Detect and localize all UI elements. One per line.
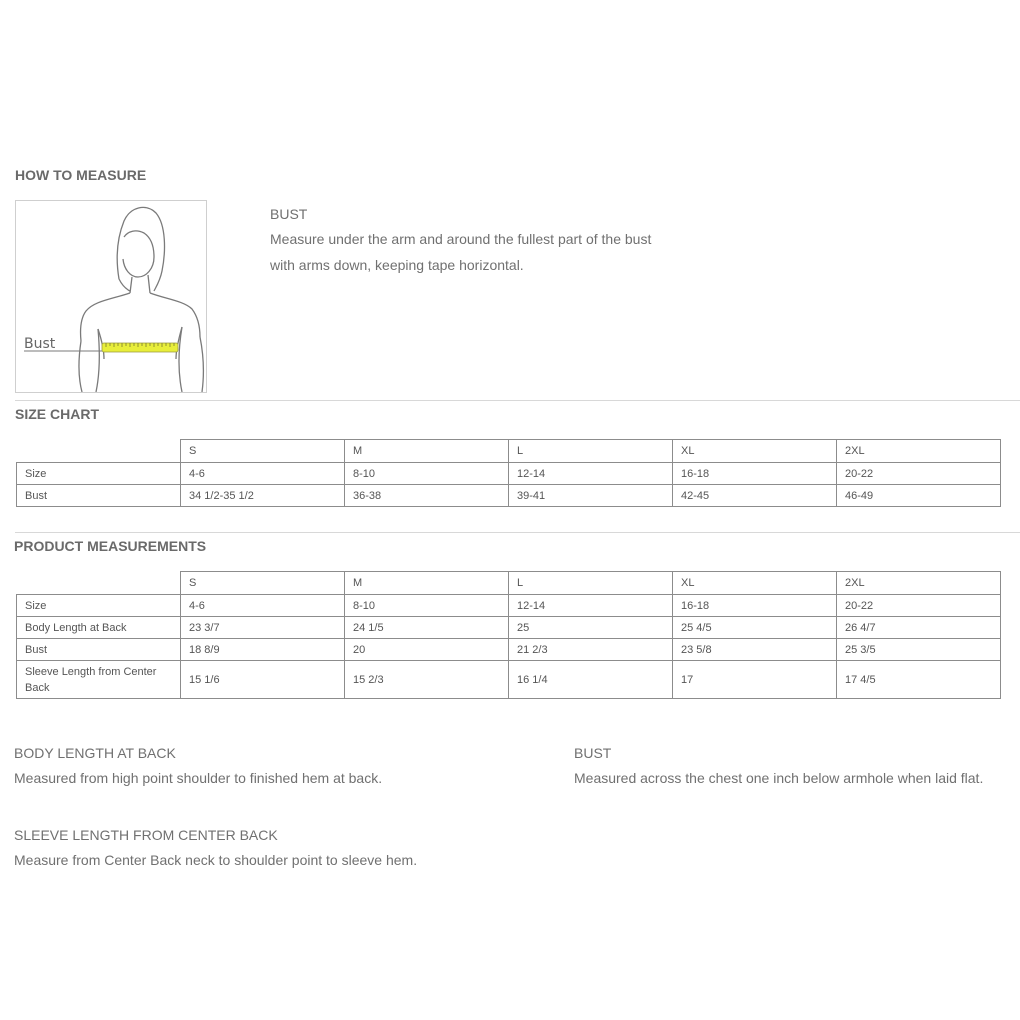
product-col-header: 2XL: [837, 572, 1001, 595]
table-cell: 23 3/7: [181, 617, 345, 639]
size-chart-col-header: S: [181, 440, 345, 463]
product-header-row: [17, 572, 1001, 595]
size-chart-header-row: [17, 440, 1001, 463]
table-cell: 8-10: [345, 463, 509, 485]
figure-icon: [16, 201, 206, 392]
section-divider: [15, 400, 1020, 401]
table-row: [17, 485, 1001, 507]
product-measurements-heading: PRODUCT MEASUREMENTS: [14, 538, 207, 554]
row-label: Bust: [17, 485, 181, 507]
size-chart-col-header: L: [509, 440, 673, 463]
row-label: Size: [17, 595, 181, 617]
table-cell: 25 4/5: [673, 617, 837, 639]
bust-instruction-title: BUST: [270, 206, 308, 222]
table-cell: 12-14: [509, 463, 673, 485]
table-cell: 18 8/9: [181, 639, 345, 661]
product-col-header: XL: [673, 572, 837, 595]
table-cell: 8-10: [345, 595, 509, 617]
bust-instruction-line2: with arms down, keeping tape horizontal.: [270, 257, 524, 273]
table-row: [17, 661, 1001, 699]
bust-measurement-illustration: [15, 200, 207, 393]
table-cell: 4-6: [181, 463, 345, 485]
table-cell: 15 2/3: [345, 661, 509, 699]
size-chart-corner-cell: [17, 440, 181, 463]
table-cell: 17 4/5: [837, 661, 1001, 699]
bust-note-title: BUST: [574, 745, 612, 761]
table-cell: 24 1/5: [345, 617, 509, 639]
product-col-header: L: [509, 572, 673, 595]
bust-illustration-label: Bust: [24, 336, 56, 352]
table-row: [17, 617, 1001, 639]
table-cell: 42-45: [673, 485, 837, 507]
row-label: Sleeve Length from Center Back: [17, 661, 181, 699]
table-cell: 17: [673, 661, 837, 699]
table-row: [17, 463, 1001, 485]
table-cell: 15 1/6: [181, 661, 345, 699]
table-cell: 23 5/8: [673, 639, 837, 661]
sleeve-length-title: SLEEVE LENGTH FROM CENTER BACK: [14, 827, 278, 843]
table-row: [17, 639, 1001, 661]
table-cell: 12-14: [509, 595, 673, 617]
how-to-measure-heading: HOW TO MEASURE: [15, 167, 147, 183]
table-cell: 25 3/5: [837, 639, 1001, 661]
size-chart-col-header: XL: [673, 440, 837, 463]
table-cell: 25: [509, 617, 673, 639]
table-cell: 20: [345, 639, 509, 661]
sleeve-length-text: Measure from Center Back neck to shoulder point to sleeve hem.: [14, 852, 418, 868]
bust-instruction-line1: Measure under the arm and around the fullest part of the bust: [270, 231, 652, 247]
table-cell: 26 4/7: [837, 617, 1001, 639]
size-chart-table: [16, 439, 1001, 507]
size-chart-col-header: M: [345, 440, 509, 463]
body-length-title: BODY LENGTH AT BACK: [14, 745, 176, 761]
table-cell: 34 1/2-35 1/2: [181, 485, 345, 507]
row-label: Bust: [17, 639, 181, 661]
table-cell: 16-18: [673, 463, 837, 485]
row-label: Body Length at Back: [17, 617, 181, 639]
table-row: [17, 595, 1001, 617]
size-chart-heading: SIZE CHART: [15, 406, 99, 422]
table-cell: 39-41: [509, 485, 673, 507]
table-cell: 16 1/4: [509, 661, 673, 699]
row-label: Size: [17, 463, 181, 485]
product-col-header: M: [345, 572, 509, 595]
table-cell: 36-38: [345, 485, 509, 507]
product-col-header: S: [181, 572, 345, 595]
tape-measure: [102, 343, 178, 352]
product-measurements-table: [16, 571, 1001, 699]
table-cell: 21 2/3: [509, 639, 673, 661]
table-cell: 20-22: [837, 463, 1001, 485]
section-divider: [15, 532, 1020, 533]
table-cell: 4-6: [181, 595, 345, 617]
bust-note-text: Measured across the chest one inch below armhole when laid flat.: [574, 770, 984, 786]
table-cell: 16-18: [673, 595, 837, 617]
size-chart-col-header: 2XL: [837, 440, 1001, 463]
table-cell: 46-49: [837, 485, 1001, 507]
table-cell: 20-22: [837, 595, 1001, 617]
body-length-text: Measured from high point shoulder to finished hem at back.: [14, 770, 383, 786]
product-corner-cell: [17, 572, 181, 595]
